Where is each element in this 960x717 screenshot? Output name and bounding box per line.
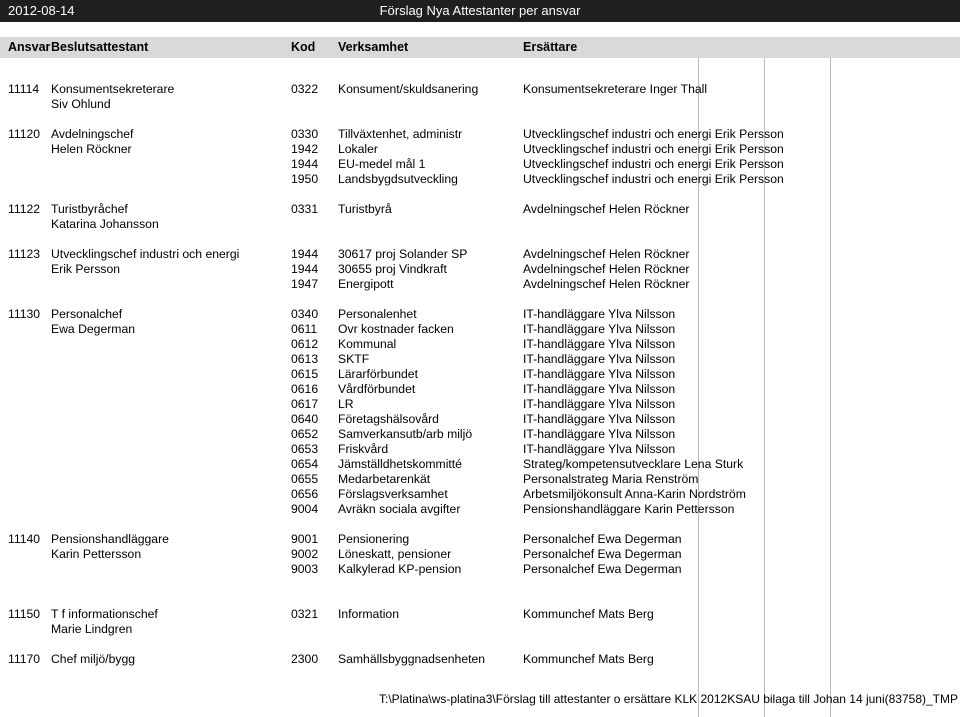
cell-beslutsattestant: Marie Lindgren: [51, 622, 133, 636]
cell-ersattare: IT-handläggare Ylva Nilsson: [523, 367, 676, 381]
cell-verksamhet: Förslagsverksamhet: [338, 487, 448, 501]
cell-kod: 9003: [291, 562, 319, 576]
table-row: [0, 307, 960, 322]
cell-ersattare: Utvecklingschef industri och energi Erik Persson: [523, 127, 784, 141]
cell-ersattare: Avdelningschef Helen Röckner: [523, 277, 690, 291]
cell-beslutsattestant: T f informationschef: [51, 607, 158, 621]
cell-verksamhet: Lokaler: [338, 142, 378, 156]
cell-kod: 1950: [291, 172, 319, 186]
cell-verksamhet: Jämställdhetskommitté: [338, 457, 462, 471]
cell-ersattare: IT-handläggare Ylva Nilsson: [523, 397, 676, 411]
header-verksamhet: Verksamhet: [338, 40, 409, 54]
cell-beslutsattestant: Siv Ohlund: [51, 97, 111, 111]
document-title: Förslag Nya Attestanter per ansvar: [379, 3, 581, 18]
table-row: [0, 577, 960, 592]
cell-ersattare: IT-handläggare Ylva Nilsson: [523, 382, 676, 396]
table-row: [0, 97, 960, 112]
cell-verksamhet: Företagshälsovård: [338, 412, 439, 426]
table-row: [0, 172, 960, 187]
print-date: 2012-08-14: [8, 3, 75, 18]
cell-verksamhet: 30655 proj Vindkraft: [338, 262, 447, 276]
header-ansvar: Ansvar: [8, 40, 51, 54]
cell-ersattare: Pensionshandläggare Karin Pettersson: [523, 502, 735, 516]
table-row: [0, 622, 960, 637]
cell-verksamhet: Friskvård: [338, 442, 389, 456]
cell-verksamhet: Vårdförbundet: [338, 382, 416, 396]
cell-verksamhet: Konsument/skuldsanering: [338, 82, 479, 96]
table-row: [0, 547, 960, 562]
cell-ansvar: 11150: [8, 607, 41, 621]
cell-verksamhet: Avräkn sociala avgifter: [338, 502, 461, 516]
table-row: [0, 532, 960, 547]
table-row: [0, 442, 960, 457]
cell-kod: 0653: [291, 442, 319, 456]
table-row: [0, 337, 960, 352]
cell-ersattare: IT-handläggare Ylva Nilsson: [523, 307, 676, 321]
cell-kod: 0331: [291, 202, 319, 216]
table-row: [0, 112, 960, 127]
cell-kod: 0617: [291, 397, 319, 411]
cell-ersattare: IT-handläggare Ylva Nilsson: [523, 322, 676, 336]
cell-ansvar: 11120: [8, 127, 41, 141]
cell-beslutsattestant: Ewa Degerman: [51, 322, 135, 336]
cell-ersattare: IT-handläggare Ylva Nilsson: [523, 352, 676, 366]
cell-beslutsattestant: Karin Pettersson: [51, 547, 142, 561]
cell-kod: 0656: [291, 487, 319, 501]
cell-verksamhet: Landsbygdsutveckling: [338, 172, 458, 186]
table-row: [0, 352, 960, 367]
table-row: [0, 427, 960, 442]
table-row: [0, 502, 960, 517]
cell-ansvar: 11130: [8, 307, 41, 321]
header-spacer: [0, 58, 960, 67]
cell-beslutsattestant: Personalchef: [51, 307, 123, 321]
cell-verksamhet: SKTF: [338, 352, 370, 366]
cell-verksamhet: Medarbetarenkät: [338, 472, 431, 486]
cell-ersattare: Personalchef Ewa Degerman: [523, 547, 682, 561]
cell-beslutsattestant: Konsumentsekreterare: [51, 82, 175, 96]
table-row: [0, 202, 960, 217]
cell-kod: 0612: [291, 337, 319, 351]
table-row: [0, 247, 960, 262]
cell-ersattare: Kommunchef Mats Berg: [523, 652, 654, 666]
cell-kod: 1942: [291, 142, 319, 156]
table-row: [0, 292, 960, 307]
cell-ersattare: Konsumentsekreterare Inger Thall: [523, 82, 708, 96]
cell-ersattare: Personalstrateg Maria Renström: [523, 472, 699, 486]
table-row: [0, 607, 960, 622]
cell-ersattare: Personalchef Ewa Degerman: [523, 532, 682, 546]
cell-kod: 0611: [291, 322, 318, 336]
cell-kod: 1944: [291, 157, 319, 171]
cell-kod: 0655: [291, 472, 319, 486]
cell-verksamhet: Ovr kostnader facken: [338, 322, 454, 336]
cell-ansvar: 11114: [8, 82, 40, 96]
cell-verksamhet: Turistbyrå: [338, 202, 392, 216]
cell-verksamhet: EU-medel mål 1: [338, 157, 426, 171]
cell-verksamhet: Personalenhet: [338, 307, 417, 321]
cell-ersattare: Strateg/kompetensutvecklare Lena Sturk: [523, 457, 744, 471]
cell-ansvar: 11123: [8, 247, 41, 261]
table-row: [0, 217, 960, 232]
header-kod: Kod: [291, 40, 316, 54]
cell-verksamhet: Samverkansutb/arb miljö: [338, 427, 473, 441]
table-row: [0, 82, 960, 97]
cell-verksamhet: Tillväxtenhet, administr: [338, 127, 463, 141]
cell-ersattare: Personalchef Ewa Degerman: [523, 562, 682, 576]
cell-verksamhet: 30617 proj Solander SP: [338, 247, 468, 261]
cell-ersattare: Avdelningschef Helen Röckner: [523, 202, 690, 216]
cell-verksamhet: Samhällsbyggnadsenheten: [338, 652, 486, 666]
table-row: [0, 277, 960, 292]
table-row: [0, 367, 960, 382]
cell-kod: 0640: [291, 412, 319, 426]
table-row: [0, 397, 960, 412]
cell-beslutsattestant: Helen Röckner: [51, 142, 132, 156]
cell-kod: 9002: [291, 547, 319, 561]
cell-kod: 0321: [291, 607, 319, 621]
table-row: [0, 142, 960, 157]
table-row: [0, 592, 960, 607]
table-row: [0, 652, 960, 667]
table-row: [0, 457, 960, 472]
cell-beslutsattestant: Utvecklingschef industri och energi: [51, 247, 240, 261]
table-row: [0, 412, 960, 427]
cell-beslutsattestant: Turistbyråchef: [51, 202, 128, 216]
cell-verksamhet: Pensionering: [338, 532, 410, 546]
table-row: [0, 262, 960, 277]
cell-beslutsattestant: Katarina Johansson: [51, 217, 159, 231]
cell-kod: 0322: [291, 82, 319, 96]
header-beslutsattestant: Beslutsattestant: [51, 40, 149, 54]
cell-kod: 9001: [291, 532, 319, 546]
cell-verksamhet: Energipott: [338, 277, 394, 291]
cell-kod: 1947: [291, 277, 319, 291]
cell-kod: 0654: [291, 457, 319, 471]
cell-ersattare: Kommunchef Mats Berg: [523, 607, 654, 621]
table-row: [0, 232, 960, 247]
cell-kod: 0330: [291, 127, 319, 141]
cell-ersattare: Avdelningschef Helen Röckner: [523, 262, 690, 276]
table-row: [0, 322, 960, 337]
table-row: [0, 487, 960, 502]
cell-kod: 0652: [291, 427, 319, 441]
cell-ersattare: Arbetsmiljökonsult Anna-Karin Nordström: [523, 487, 746, 501]
table-row: [0, 157, 960, 172]
cell-kod: 0615: [291, 367, 319, 381]
cell-ersattare: IT-handläggare Ylva Nilsson: [523, 412, 676, 426]
cell-kod: 1944: [291, 247, 319, 261]
cell-kod: 1944: [291, 262, 319, 276]
cell-ansvar: 11140: [8, 532, 41, 546]
table-row: [0, 517, 960, 532]
cell-verksamhet: Kalkylerad KP-pension: [338, 562, 462, 576]
header-ersattare: Ersättare: [523, 40, 578, 54]
cell-beslutsattestant: Erik Persson: [51, 262, 121, 276]
top-bar: [0, 0, 960, 22]
cell-kod: 9004: [291, 502, 319, 516]
cell-ansvar: 11122: [8, 202, 41, 216]
cell-verksamhet: LR: [338, 397, 354, 411]
cell-kod: 0340: [291, 307, 319, 321]
table-row: [0, 562, 960, 577]
table-body: [0, 67, 960, 667]
table-row: [0, 127, 960, 142]
table-row: [0, 472, 960, 487]
file-path: T:\Platina\ws-platina3\Förslag till attestanter o ersättare KLK 2012KSAU bilaga till Johan 14 juni(83758)_TMP: [379, 692, 958, 706]
cell-ersattare: Utvecklingschef industri och energi Erik Persson: [523, 172, 784, 186]
table-header: [0, 37, 960, 58]
table-row: [0, 187, 960, 202]
cell-kod: 0616: [291, 382, 319, 396]
cell-verksamhet: Kommunal: [338, 337, 397, 351]
table-row: [0, 637, 960, 652]
cell-verksamhet: Information: [338, 607, 399, 621]
cell-kod: 0613: [291, 352, 319, 366]
cell-kod: 2300: [291, 652, 319, 666]
cell-ersattare: Avdelningschef Helen Röckner: [523, 247, 690, 261]
cell-beslutsattestant: Avdelningschef: [51, 127, 134, 141]
attestant-table: [0, 37, 960, 667]
cell-ersattare: IT-handläggare Ylva Nilsson: [523, 442, 676, 456]
cell-verksamhet: Löneskatt, pensioner: [338, 547, 452, 561]
table-row: [0, 67, 960, 82]
table-row: [0, 382, 960, 397]
cell-ersattare: Utvecklingschef industri och energi Erik Persson: [523, 142, 784, 156]
cell-beslutsattestant: Pensionshandläggare: [51, 532, 169, 546]
cell-beslutsattestant: Chef miljö/bygg: [51, 652, 135, 666]
cell-ansvar: 11170: [8, 652, 41, 666]
cell-verksamhet: Lärarförbundet: [338, 367, 418, 381]
cell-ersattare: Utvecklingschef industri och energi Erik Persson: [523, 157, 784, 171]
cell-ersattare: IT-handläggare Ylva Nilsson: [523, 427, 676, 441]
cell-ersattare: IT-handläggare Ylva Nilsson: [523, 337, 676, 351]
